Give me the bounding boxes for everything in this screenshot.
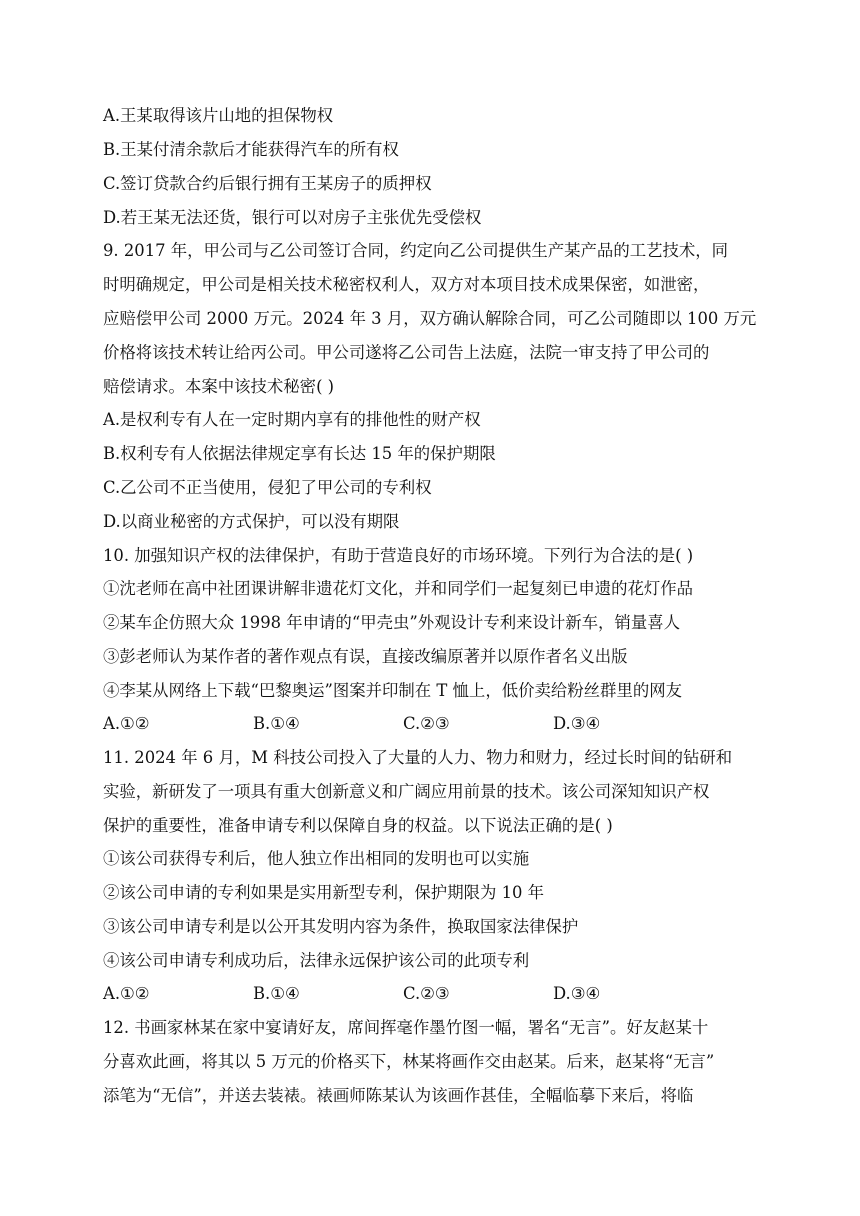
q8-option-b: B.王某付清余款后才能获得汽车的所有权 [103,140,399,159]
q9-stem-line: 赔偿请求。本案中该技术秘密( ) [103,377,335,396]
q12-stem-line: 12. 书画家林某在家中宴请好友，席间挥毫作墨竹图一幅，署名“无言”。好友赵某十 [103,1018,709,1037]
q11-stem-line: 实验，新研发了一项具有重大创新意义和广阔应用前景的技术。该公司深知知识产权 [103,782,710,801]
q10-stem-line: 10. 加强知识产权的法律保护，有助于营造良好的市场环境。下列行为合法的是( ) [103,546,694,565]
q10-choice-d: D.③④ [553,714,601,733]
q9-stem-line: 价格将该技术转让给丙公司。甲公司遂将乙公司告上法庭，法院一审支持了甲公司的 [103,343,710,362]
q10-choice-a: A.①② [103,714,150,733]
q11-stem-line: 11. 2024 年 6 月，M 科技公司投入了大量的人力、物力和财力，经过长时间的钻研和 [103,748,733,767]
q10-item-4: ④李某从网络上下载“巴黎奥运”图案并印制在 T 恤上，低价卖给粉丝群里的网友 [103,681,683,700]
q11-item-2: ②该公司申请的专利如果是实用新型专利，保护期限为 10 年 [103,883,545,902]
q9-stem-line: 时明确规定，甲公司是相关技术秘密权利人，双方对本项目技术成果保密，如泄密， [103,275,710,294]
q10-item-2: ②某车企仿照大众 1998 年申请的“甲壳虫”外观设计专利来设计新车，销量喜人 [103,613,680,632]
q11-choice-d: D.③④ [553,984,601,1003]
q9-option-c: C.乙公司不正当使用，侵犯了甲公司的专利权 [103,478,432,497]
q11-choice-b: B.①④ [253,984,300,1003]
q11-item-3: ③该公司申请专利是以公开其发明内容为条件，换取国家法律保护 [103,917,579,936]
q9-option-b: B.权利专有人依据法律规定享有长达 15 年的保护期限 [103,444,496,463]
q11-item-1: ①该公司获得专利后，他人独立作出相同的发明也可以实施 [103,849,530,868]
q10-choice-c: C.②③ [403,714,450,733]
q8-option-a: A.王某取得该片山地的担保物权 [103,106,334,125]
q10-choice-b: B.①④ [253,714,300,733]
q9-stem-line: 应赔偿甲公司 2000 万元。2024 年 3 月，双方确认解除合同，可乙公司随即以 100 万元 [103,309,757,328]
q8-option-c: C.签订贷款合约后银行拥有王某房子的质押权 [103,174,432,193]
q11-choice-c: C.②③ [403,984,450,1003]
q9-option-d: D.以商业秘密的方式保护，可以没有期限 [103,512,400,531]
q11-stem-line: 保护的重要性，准备申请专利以保障自身的权益。以下说法正确的是( ) [103,816,613,835]
q9-option-a: A.是权利专有人在一定时期内享有的排他性的财产权 [103,410,481,429]
q12-stem-line: 分喜欢此画，将其以 5 万元的价格买下，林某将画作交由赵某。后来，赵某将“无言” [103,1052,715,1071]
q10-item-1: ①沈老师在高中社团课讲解非遗花灯文化，并和同学们一起复刻已申遗的花灯作品 [103,579,694,598]
q10-item-3: ③彭老师认为某作者的著作观点有误，直接改编原著并以原作者名义出版 [103,647,628,666]
q8-option-d: D.若王某无法还货，银行可以对房子主张优先受偿权 [103,208,482,227]
q11-choice-a: A.①② [103,984,150,1003]
q9-stem-line: 9. 2017 年，甲公司与乙公司签订合同，约定向乙公司提供生产某产品的工艺技术，同 [103,241,729,260]
q12-stem-line: 添笔为“无信”，并送去装裱。裱画师陈某认为该画作甚佳，全幅临摹下来后，将临 [103,1086,694,1105]
q11-item-4: ④该公司申请专利成功后，法律永远保护该公司的此项专利 [103,951,530,970]
